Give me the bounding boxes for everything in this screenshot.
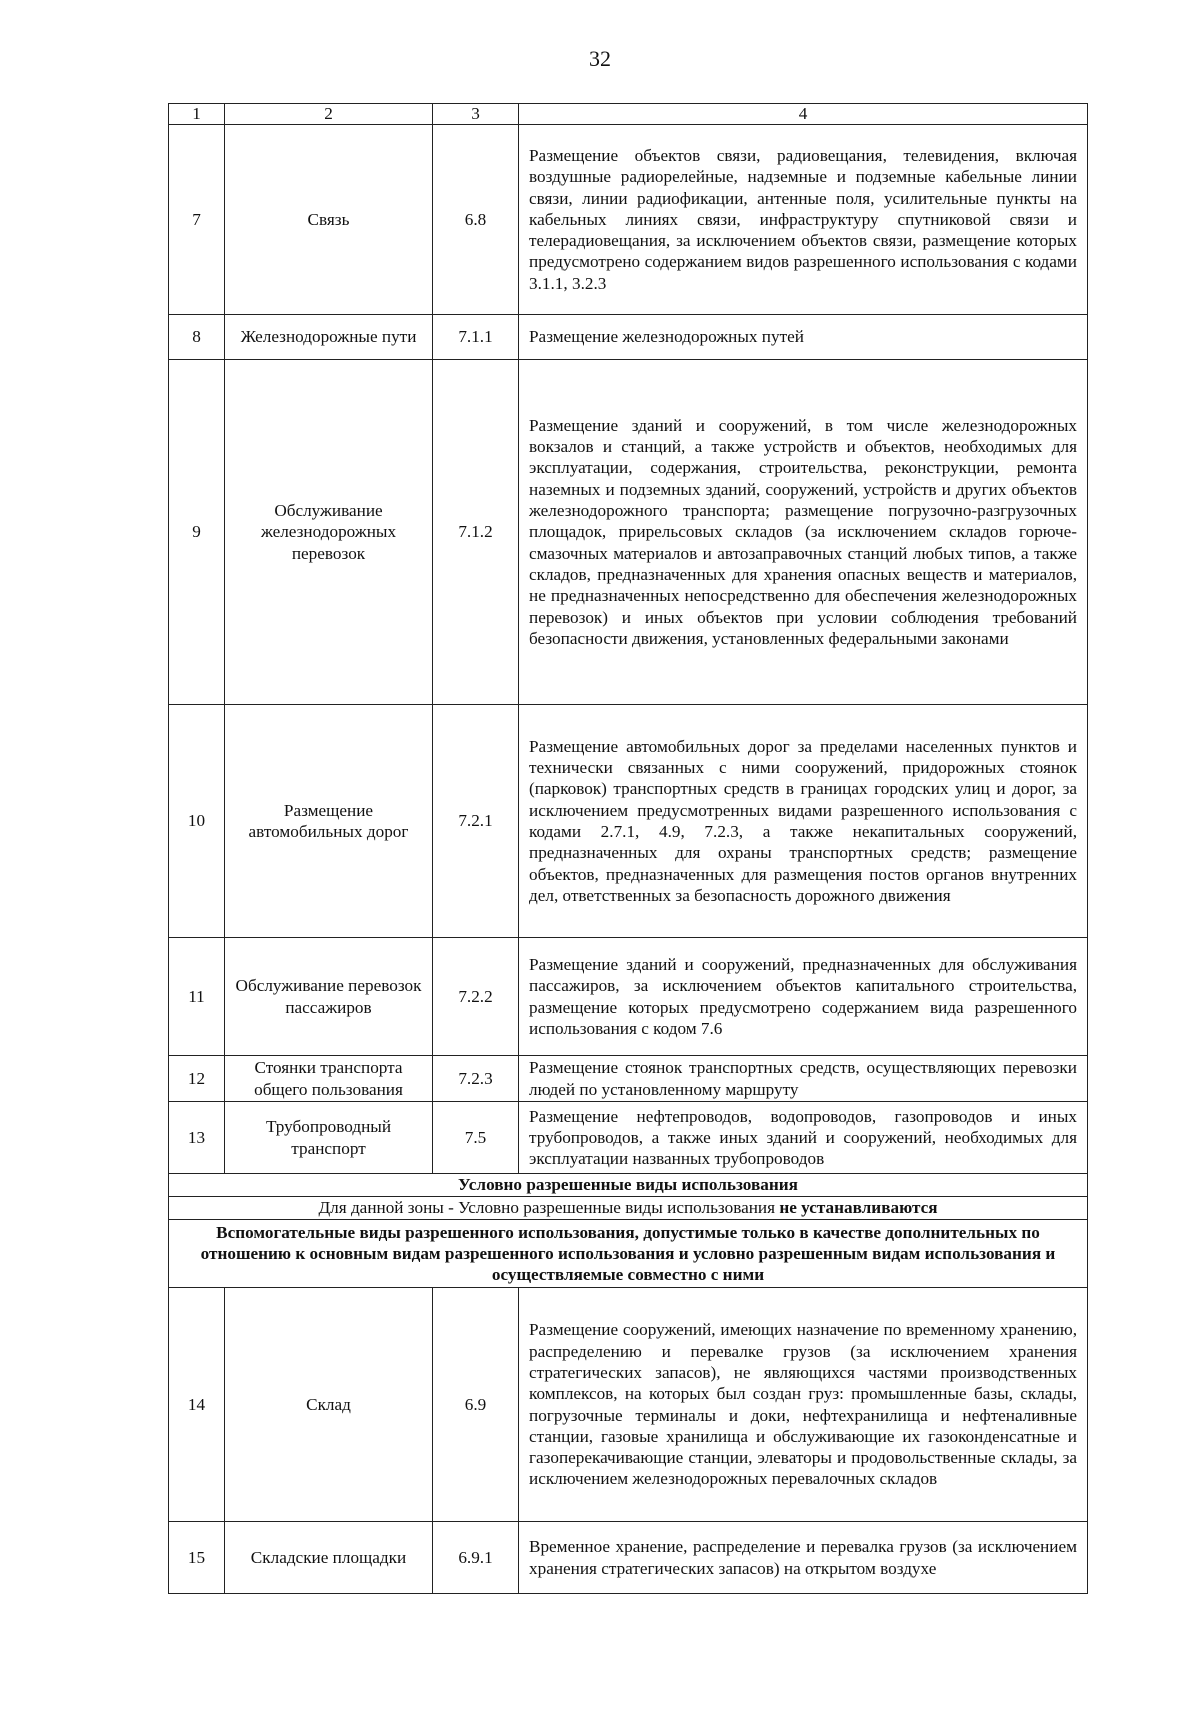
table-row [169,1056,1088,1102]
row-number: 13 [169,1102,225,1174]
row-number: 7 [169,125,225,315]
table-row [169,1288,1088,1522]
section-title-auxiliary: Вспомогательные виды разрешенного использования, допустимые только в качестве дополнительных по отношению к основным видам разрешенного использования и условно разрешенным видам использования и осуществляемые совместно с ними [169,1220,1088,1288]
column-header-1: 1 [169,104,225,125]
column-header-2: 2 [225,104,433,125]
use-type-name: Обслуживание перевозок пассажиров [225,938,433,1056]
use-type-code: 6.9.1 [433,1522,519,1594]
use-type-name: Складские площадки [225,1522,433,1594]
use-type-name: Трубопроводный транспорт [225,1102,433,1174]
use-type-description: Размещение объектов связи, радиовещания, телевидения, включая воздушные радиорелейные, надземные и подземные кабельные линии связи, линии радиофикации, антенные поля, усилительные пункты на кабельных линиях связи, инфраструктуру спутниковой связи и телерадиовещания, за исключением объектов связи, размещение которых предусмотрено содержанием видов разрешенного использования с кодами 3.1.1, 3.2.3 [519,125,1088,315]
use-type-description: Размещение автомобильных дорог за пределами населенных пунктов и технически связанных с ними сооружений, придорожных стоянок (парковок) транспортных средств в границах городских улиц и дорог, за исключением предусмотренных видами разрешенного использования с кодами 2.7.1, 4.9, 7.2.3, а также некапитальных сооружений, предназначенных для охраны транспортных средств; размещение объектов, предназначенных для размещения постов органов внутренних дел, ответственных за безопасность дорожного движения [519,705,1088,938]
use-type-code: 7.1.2 [433,360,519,705]
table-row [169,938,1088,1056]
row-number: 15 [169,1522,225,1594]
use-type-name: Стоянки транспорта общего пользования [225,1056,433,1102]
page-number: 32 [589,46,611,71]
use-type-name: Размещение автомобильных дорог [225,705,433,938]
table-row [169,1522,1088,1594]
column-header-row [169,104,1088,125]
row-number: 9 [169,360,225,705]
section-title-conditional: Условно разрешенные виды использования [169,1174,1088,1197]
use-type-code: 7.2.2 [433,938,519,1056]
section-row-conditional-note [169,1197,1088,1220]
column-header-3: 3 [433,104,519,125]
use-type-code: 6.9 [433,1288,519,1522]
use-type-description: Размещение зданий и сооружений, предназначенных для обслуживания пассажиров, за исключением объектов капитального строительства, размещение которых предусмотрено содержанием вида разрешенного использования с кодом 7.6 [519,938,1088,1056]
use-type-description: Размещение сооружений, имеющих назначение по временному хранению, распределению и перевалке грузов (за исключением хранения стратегических запасов), не являющихся частями производственных комплексов, на которых был создан груз: промышленные базы, склады, погрузочные терминалы и доки, нефтехранилища и нефтеналивные станции, газовые хранилища и обслуживающие их газоконденсатные и газоперекачивающие станции, элеваторы и продовольственные склады, за исключением железнодорожных перевалочных складов [519,1288,1088,1522]
row-number: 12 [169,1056,225,1102]
use-type-code: 6.8 [433,125,519,315]
use-type-description: Размещение железнодорожных путей [519,315,1088,360]
section-note-bold: не устанавливаются [779,1198,938,1218]
use-type-code: 7.2.3 [433,1056,519,1102]
row-number: 10 [169,705,225,938]
section-note-conditional [169,1197,1088,1220]
section-row-auxiliary [169,1220,1088,1288]
table-row [169,125,1088,315]
use-type-description: Размещение зданий и сооружений, в том числе железнодорожных вокзалов и станций, а также устройств и объектов, необходимых для эксплуатации, содержания, строительства, реконструкции, ремонта наземных и подземных зданий, сооружений, устройств и других объектов железнодорожного транспорта; размещение погрузочно-разгрузочных площадок, прирельсовых складов (за исключением складов горюче-смазочных материалов и автозаправочных станций любых типов, а также складов, предназначенных для хранения опасных веществ и материалов, не предназначенных непосредственно для обеспечения железнодорожных перевозок) и иных объектов при условии соблюдения требований безопасности движения, установленных федеральными законами [519,360,1088,705]
use-type-description: Размещение нефтепроводов, водопроводов, газопроводов и иных трубопроводов, а также иных зданий и сооружений, необходимых для эксплуатации названных трубопроводов [519,1102,1088,1174]
row-number: 8 [169,315,225,360]
row-number: 14 [169,1288,225,1522]
land-use-table [168,103,1088,1594]
column-header-4: 4 [519,104,1088,125]
use-type-code: 7.2.1 [433,705,519,938]
use-type-name: Связь [225,125,433,315]
use-type-code: 7.5 [433,1102,519,1174]
use-type-description: Временное хранение, распределение и перевалка грузов (за исключением хранения стратегических запасов) на открытом воздухе [519,1522,1088,1594]
table-row [169,705,1088,938]
table-row [169,315,1088,360]
table-row [169,1102,1088,1174]
use-type-code: 7.1.1 [433,315,519,360]
section-row-conditional [169,1174,1088,1197]
section-note-prefix: Для данной зоны - Условно разрешенные виды использования [318,1198,780,1218]
use-type-description: Размещение стоянок транспортных средств, осуществляющих перевозки людей по установленному маршруту [519,1056,1088,1102]
table-row [169,360,1088,705]
use-type-name: Железнодорожные пути [225,315,433,360]
use-type-name: Обслуживание железнодорожных перевозок [225,360,433,705]
row-number: 11 [169,938,225,1056]
use-type-name: Склад [225,1288,433,1522]
